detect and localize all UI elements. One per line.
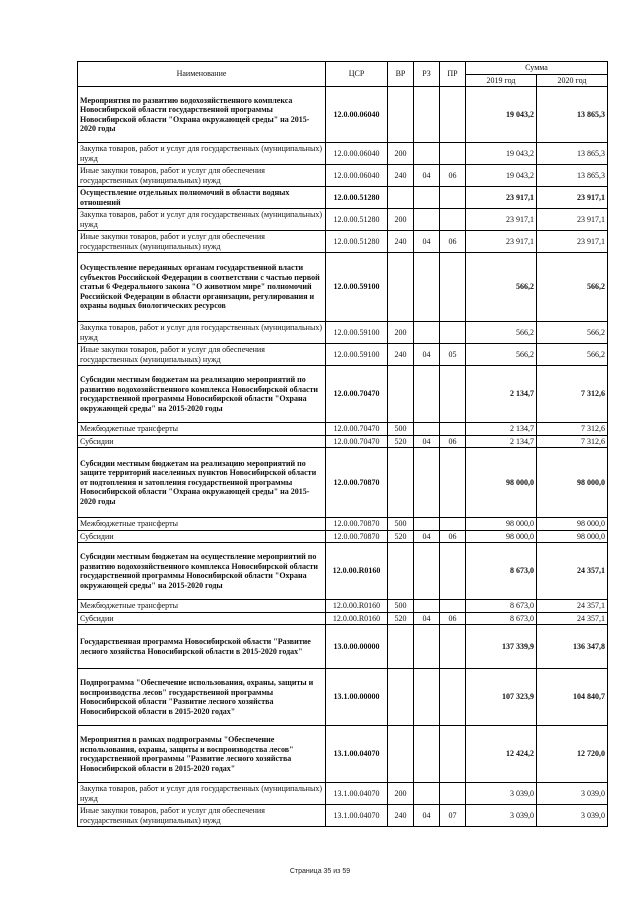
budget-table (77, 61, 608, 827)
row-2019: 566,2 (466, 253, 537, 322)
row-2020: 3 039,0 (537, 805, 608, 827)
row-2019: 3 039,0 (466, 805, 537, 827)
row-pr (440, 600, 466, 613)
row-pr (440, 209, 466, 231)
row-rz (414, 625, 440, 669)
row-pr (440, 423, 466, 436)
row-2019: 23 917,1 (466, 209, 537, 231)
row-vr (388, 726, 414, 783)
row-2020: 24 357,1 (537, 543, 608, 600)
table-row (78, 209, 608, 231)
row-name: Закупка товаров, работ и услуг для государственных (муниципальных) нужд (78, 322, 326, 344)
row-2020: 13 865,3 (537, 165, 608, 187)
row-pr: 05 (440, 344, 466, 366)
row-csr: 13.0.00.00000 (326, 625, 388, 669)
row-pr (440, 543, 466, 600)
row-2020: 7 312,6 (537, 423, 608, 436)
row-rz (414, 423, 440, 436)
row-2019: 8 673,0 (466, 543, 537, 600)
row-2019: 3 039,0 (466, 783, 537, 805)
col-csr-header: ЦСР (326, 62, 388, 87)
row-2019: 8 673,0 (466, 600, 537, 613)
row-pr (440, 187, 466, 209)
table-row (78, 669, 608, 726)
row-pr: 07 (440, 805, 466, 827)
row-rz: 04 (414, 612, 440, 625)
row-2019: 23 917,1 (466, 187, 537, 209)
row-csr: 12.0.00.70470 (326, 423, 388, 436)
row-vr (388, 543, 414, 600)
row-vr: 200 (388, 143, 414, 165)
row-name: Межбюджетные трансферты (78, 423, 326, 436)
row-2019: 566,2 (466, 322, 537, 344)
row-2020: 98 000,0 (537, 530, 608, 543)
row-rz: 04 (414, 344, 440, 366)
row-csr: 12.0.00.70470 (326, 366, 388, 423)
row-csr: 12.0.00.51280 (326, 187, 388, 209)
row-rz (414, 87, 440, 143)
row-2019: 98 000,0 (466, 448, 537, 518)
row-name: Межбюджетные трансферты (78, 518, 326, 531)
col-sum-header: Сумма (466, 62, 608, 75)
table-row (78, 530, 608, 543)
row-csr: 13.1.00.04070 (326, 726, 388, 783)
row-2020: 104 840,7 (537, 669, 608, 726)
row-rz (414, 366, 440, 423)
row-vr (388, 253, 414, 322)
row-pr: 06 (440, 165, 466, 187)
row-2020: 13 865,3 (537, 87, 608, 143)
row-2020: 7 312,6 (537, 435, 608, 448)
row-csr: 13.1.00.04070 (326, 805, 388, 827)
row-2019: 2 134,7 (466, 435, 537, 448)
row-2020: 23 917,1 (537, 231, 608, 253)
row-2019: 12 424,2 (466, 726, 537, 783)
row-rz: 04 (414, 805, 440, 827)
row-vr: 240 (388, 805, 414, 827)
table-row (78, 322, 608, 344)
row-name: Государственная программа Новосибирской области "Развитие лесного хозяйства Новосибирской области в 2015-2020 годах" (78, 625, 326, 669)
row-rz (414, 669, 440, 726)
col-name-header: Наименование (78, 62, 326, 87)
row-vr: 200 (388, 783, 414, 805)
row-csr: 12.0.00.06040 (326, 87, 388, 143)
table-row (78, 543, 608, 600)
row-rz: 04 (414, 165, 440, 187)
row-csr: 12.0.00.06040 (326, 165, 388, 187)
row-2019: 19 043,2 (466, 87, 537, 143)
row-csr: 12.0.00.70870 (326, 530, 388, 543)
row-vr: 200 (388, 209, 414, 231)
col-2019-header: 2019 год (466, 74, 537, 87)
row-vr (388, 87, 414, 143)
row-name: Закупка товаров, работ и услуг для государственных (муниципальных) нужд (78, 783, 326, 805)
row-vr: 240 (388, 344, 414, 366)
row-2020: 136 347,8 (537, 625, 608, 669)
row-pr (440, 322, 466, 344)
row-csr: 12.0.00.R0160 (326, 600, 388, 613)
table-row (78, 625, 608, 669)
row-2020: 23 917,1 (537, 187, 608, 209)
row-vr (388, 669, 414, 726)
row-name: Закупка товаров, работ и услуг для государственных (муниципальных) нужд (78, 143, 326, 165)
row-csr: 12.0.00.R0160 (326, 612, 388, 625)
row-vr: 520 (388, 435, 414, 448)
row-rz (414, 322, 440, 344)
row-name: Субсидии (78, 612, 326, 625)
row-csr: 12.0.00.51280 (326, 209, 388, 231)
row-pr (440, 518, 466, 531)
row-2020: 566,2 (537, 344, 608, 366)
table-row (78, 231, 608, 253)
row-csr: 12.0.00.59100 (326, 253, 388, 322)
row-rz (414, 143, 440, 165)
row-vr: 240 (388, 165, 414, 187)
row-name: Субсидии местным бюджетам на реализацию мероприятий по развитию водохозяйственного комплекса Новосибирской области государственной программы Новосибирской области "Охрана окружающей среды" на 2015-2020 годы (78, 366, 326, 423)
row-pr: 06 (440, 612, 466, 625)
table-row (78, 805, 608, 827)
row-2019: 137 339,9 (466, 625, 537, 669)
row-rz (414, 600, 440, 613)
row-rz: 04 (414, 435, 440, 448)
table-row (78, 187, 608, 209)
row-pr: 06 (440, 435, 466, 448)
row-vr: 500 (388, 423, 414, 436)
row-rz (414, 518, 440, 531)
row-rz (414, 726, 440, 783)
row-rz: 04 (414, 530, 440, 543)
row-pr: 06 (440, 530, 466, 543)
table-row (78, 435, 608, 448)
table-row (78, 783, 608, 805)
table-row (78, 423, 608, 436)
row-2019: 8 673,0 (466, 612, 537, 625)
row-name: Осуществление отдельных полномочий в области водных отношений (78, 187, 326, 209)
row-name: Подпрограмма "Обеспечение использования, охраны, защиты и воспроизводства лесов" государственной программы Новосибирской области "Развитие лесного хозяйства Новосибирской области в 2015-2020 годах" (78, 669, 326, 726)
row-csr: 12.0.00.70870 (326, 448, 388, 518)
row-pr: 06 (440, 231, 466, 253)
row-name: Субсидии (78, 435, 326, 448)
row-name: Осуществление переданных органам государственной власти субъектов Российской Федерации в соответствии с частью первой статьи 6 Федерального закона "О животном мире" полномочий Российской Федерации в области организации, регулирования и охраны водных биологических ресурсов (78, 253, 326, 322)
row-2019: 23 917,1 (466, 231, 537, 253)
row-2020: 98 000,0 (537, 518, 608, 531)
row-vr (388, 448, 414, 518)
row-csr: 12.0.00.70470 (326, 435, 388, 448)
row-2019: 2 134,7 (466, 423, 537, 436)
row-name: Мероприятия по развитию водохозяйственного комплекса Новосибирской области государственной программы Новосибирской области "Охрана окружающей среды" на 2015-2020 годы (78, 87, 326, 143)
row-rz: 04 (414, 231, 440, 253)
row-vr: 500 (388, 518, 414, 531)
row-vr: 500 (388, 600, 414, 613)
row-pr (440, 253, 466, 322)
col-pr-header: ПР (440, 62, 466, 87)
table-row (78, 87, 608, 143)
table-header (78, 62, 608, 87)
table-row (78, 165, 608, 187)
row-rz (414, 253, 440, 322)
row-2020: 23 917,1 (537, 209, 608, 231)
row-name: Иные закупки товаров, работ и услуг для обеспечения государственных (муниципальных) нужд (78, 165, 326, 187)
page-number: Страница 35 из 59 (289, 868, 351, 875)
table-body (78, 87, 608, 827)
row-2019: 98 000,0 (466, 518, 537, 531)
row-csr: 12.0.00.51280 (326, 231, 388, 253)
table-row (78, 612, 608, 625)
row-vr: 240 (388, 231, 414, 253)
row-csr: 13.1.00.04070 (326, 783, 388, 805)
row-vr: 200 (388, 322, 414, 344)
row-csr: 12.0.00.59100 (326, 344, 388, 366)
row-pr (440, 669, 466, 726)
table-row (78, 448, 608, 518)
row-csr: 12.0.00.06040 (326, 143, 388, 165)
row-2019: 2 134,7 (466, 366, 537, 423)
row-name: Субсидии местным бюджетам на реализацию мероприятий по защите территорий населенных пунктов Новосибирской области от подтопления и затопления государственной программы Новосибирской области "Охрана окружающей среды" на 2015-2020 годы (78, 448, 326, 518)
row-csr: 12.0.00.70870 (326, 518, 388, 531)
row-name: Межбюджетные трансферты (78, 600, 326, 613)
row-vr (388, 187, 414, 209)
row-2019: 107 323,9 (466, 669, 537, 726)
row-name: Субсидии местным бюджетам на осуществление мероприятий по развитию водохозяйственного комплекса Новосибирской области государственной программы Новосибирской области "Охрана окружающей среды" на 2015-2020 годы (78, 543, 326, 600)
row-pr (440, 448, 466, 518)
row-name: Иные закупки товаров, работ и услуг для обеспечения государственных (муниципальных) нужд (78, 805, 326, 827)
table-row (78, 344, 608, 366)
row-name: Иные закупки товаров, работ и услуг для обеспечения государственных (муниципальных) нужд (78, 231, 326, 253)
row-vr: 520 (388, 612, 414, 625)
row-2020: 13 865,3 (537, 143, 608, 165)
table-row (78, 366, 608, 423)
row-name: Мероприятия в рамках подпрограммы "Обеспечение использования, охраны, защиты и воспроизводства лесов" государственной программы "Развитие лесного хозяйства Новосибирской области в 2015-2020 годах" (78, 726, 326, 783)
row-2019: 98 000,0 (466, 530, 537, 543)
row-pr (440, 625, 466, 669)
row-vr: 520 (388, 530, 414, 543)
row-rz (414, 448, 440, 518)
row-name: Субсидии (78, 530, 326, 543)
table-row (78, 600, 608, 613)
row-rz (414, 209, 440, 231)
table-row (78, 518, 608, 531)
col-2020-header: 2020 год (537, 74, 608, 87)
row-vr (388, 366, 414, 423)
row-2020: 98 000,0 (537, 448, 608, 518)
row-2020: 24 357,1 (537, 600, 608, 613)
row-2019: 19 043,2 (466, 143, 537, 165)
row-name: Закупка товаров, работ и услуг для государственных (муниципальных) нужд (78, 209, 326, 231)
row-csr: 12.0.00.59100 (326, 322, 388, 344)
row-2020: 3 039,0 (537, 783, 608, 805)
row-pr (440, 366, 466, 423)
row-2020: 7 312,6 (537, 366, 608, 423)
col-rz-header: РЗ (414, 62, 440, 87)
row-vr (388, 625, 414, 669)
row-name: Иные закупки товаров, работ и услуг для обеспечения государственных (муниципальных) нужд (78, 344, 326, 366)
row-2020: 566,2 (537, 322, 608, 344)
row-rz (414, 783, 440, 805)
row-rz (414, 543, 440, 600)
row-pr (440, 726, 466, 783)
row-pr (440, 143, 466, 165)
row-2020: 566,2 (537, 253, 608, 322)
col-vr-header: ВР (388, 62, 414, 87)
table-row (78, 143, 608, 165)
row-2020: 12 720,0 (537, 726, 608, 783)
row-2019: 566,2 (466, 344, 537, 366)
row-rz (414, 187, 440, 209)
table-row (78, 253, 608, 322)
table-row (78, 726, 608, 783)
row-pr (440, 783, 466, 805)
row-2020: 24 357,1 (537, 612, 608, 625)
row-csr: 12.0.00.R0160 (326, 543, 388, 600)
row-2019: 19 043,2 (466, 165, 537, 187)
row-csr: 13.1.00.00000 (326, 669, 388, 726)
row-pr (440, 87, 466, 143)
